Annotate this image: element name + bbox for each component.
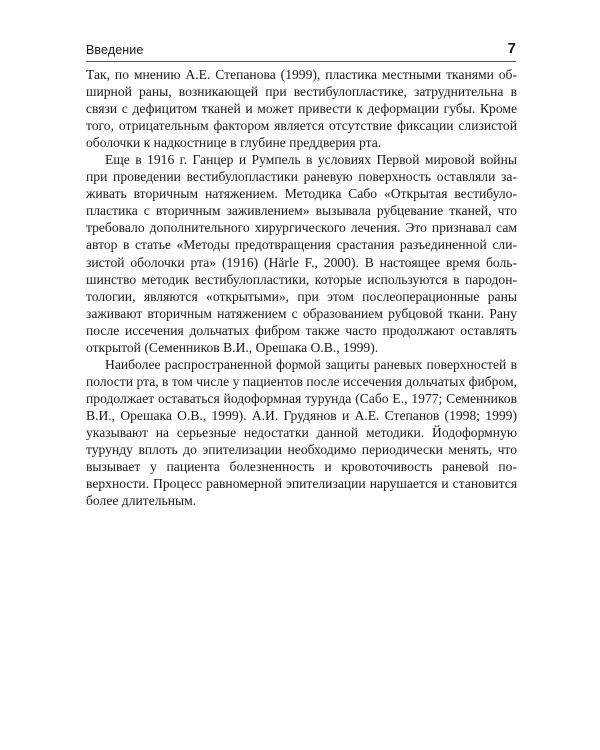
header-rule (86, 61, 516, 62)
section-title: Введение (86, 43, 144, 57)
page-number: 7 (507, 40, 516, 57)
paragraph-2: Еще в 1916 г. Ганцер и Румпель в условиях Первой мировой войны при проведении вестибулопластики раневую поверхность оставляли заживать вторичным натяжением. Методика Сабо «Открытая вестибулопластика с вторичным заживлением» вызывала рубцевание тканей, что требовало дополнительного хирургического лечения. Это признавал сам автор в статье «Методы предотвращения срастания разъединенной слизистой оболочки рта» (1916) (Härle F., 2000). В настоящее время большинство методик вестибулопластики, которые используются в пародонтологии, являются «открытыми», при этом послеоперационные раны заживают вторичным натяжением с образованием рубцовой ткани. Рану после иссечения дольчатых фибром также часто продолжают оставлять открытой (Семенников В.И., Орешака О.В., 1999). (86, 152, 517, 355)
running-head (86, 40, 516, 60)
paragraph-1: Так, по мнению А.Е. Степанова (1999), пластика местными тканями обширной раны, возникающей при вестибулопластике, затруднительна в связи с дефицитом тканей и может привести к деформации губы. Кроме того, отрицательным фактором является отсутствие фиксации слизистой оболочки к надкостнице в глубине преддверия рта. (86, 67, 517, 151)
paragraph-3: Наиболее распространенной формой защиты раневых поверхностей в полости рта, в том числе у пациентов после иссечения дольчатых фибром, продолжает оставаться йодоформная турунда (Сабо Е., 1977; Семенников В.И., Орешака О.В., 1999). А.И. Грудянов и А.Е. Степанов (1998; 1999) указывают на серьезные недостатки данной методики. Йодоформную турунду вплоть до эпителизации необходимо периодически менять, что вызывает у пациента болезненность и кровоточивость раневой поверхности. Процесс равномерной эпителизации нарушается и становится более длительным. (86, 356, 517, 509)
body-text (86, 66, 517, 509)
